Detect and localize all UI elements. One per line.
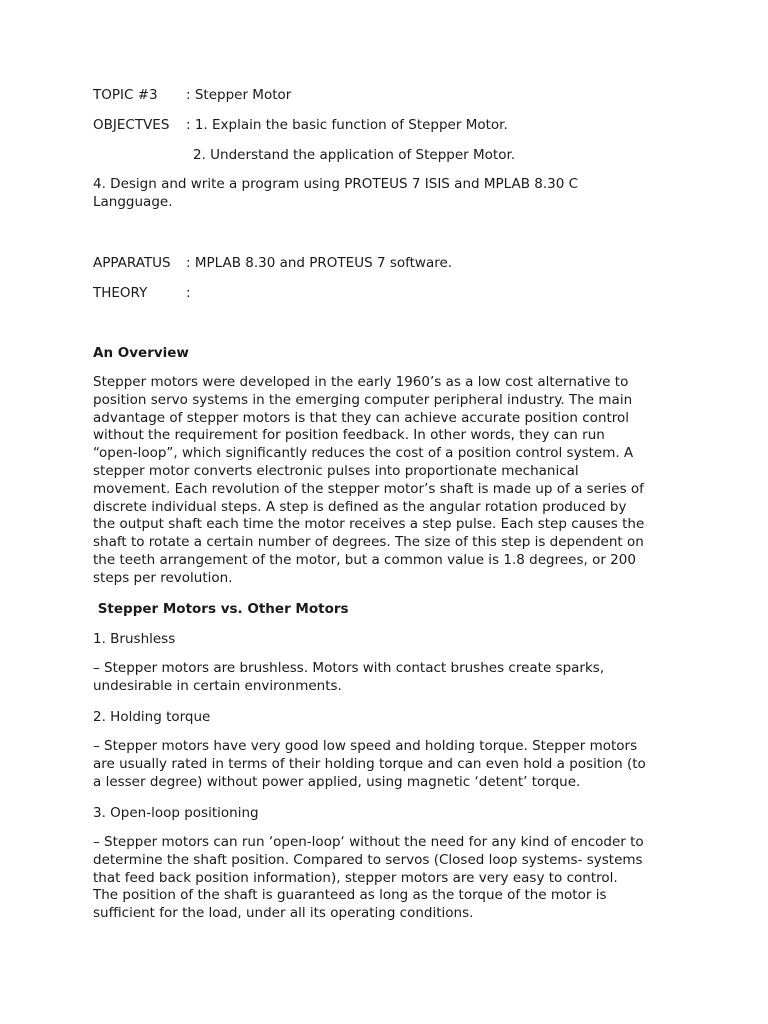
item-title-open-loop: 3. Open-loop positioning [93, 805, 259, 821]
apparatus-value: : MPLAB 8.30 and PROTEUS 7 software. [186, 255, 453, 271]
overview-line: advantage of stepper motors is that they can achieve accurate position control [93, 409, 630, 426]
item-line: – Stepper motors have very good low speed and holding torque. Stepper motors [93, 738, 638, 754]
overview-line: position servo systems in the emerging computer peripheral industry. The main [93, 391, 633, 408]
item-title-brushless: 1. Brushless [93, 631, 176, 647]
overview-line: steps per revolution. [93, 569, 233, 586]
item-line: are usually rated in terms of their holding torque and can even hold a position (to [93, 755, 646, 772]
objective-4 [93, 176, 683, 212]
objective-4-line: Langguage. [93, 193, 173, 210]
objective-4-line: 4. Design and write a program using PROTEUS 7 ISIS and MPLAB 8.30 C [93, 176, 579, 192]
overview-line: Stepper motors were developed in the early 1960’s as a low cost alternative to [93, 374, 629, 390]
objective-1: : 1. Explain the basic function of Stepper Motor. [186, 117, 508, 133]
item-line: undesirable in certain environments. [93, 677, 342, 694]
overview-heading: An Overview [93, 345, 189, 361]
comparison-heading: Stepper Motors vs. Other Motors [93, 601, 349, 617]
theory-line [93, 284, 191, 302]
overview-line: shaft to rotate a certain number of degrees. The size of this step is dependent on [93, 534, 644, 551]
topic-value: : Stepper Motor [186, 87, 292, 103]
theory-value: : [186, 285, 191, 301]
overview-line: without the requirement for position feedback. In other words, they can run [93, 427, 605, 444]
item-line: that feed back position information), stepper motors are very easy to control. [93, 869, 618, 886]
item-body-holding-torque [93, 738, 683, 791]
item-line: sufficient for the load, under all its operating conditions. [93, 905, 474, 922]
overview-paragraph [93, 374, 683, 588]
objectives-label: OBJECTVES [93, 117, 170, 133]
overview-line: “open-loop”, which significantly reduces the cost of a position control system. A [93, 445, 634, 462]
item-line: – Stepper motors are brushless. Motors with contact brushes create sparks, [93, 660, 605, 676]
topic-label: TOPIC #3 [93, 87, 158, 103]
item-body-brushless [93, 660, 683, 696]
item-line: a lesser degree) without power applied, using magnetic ‘detent’ torque. [93, 773, 581, 790]
theory-label: THEORY [93, 285, 148, 301]
item-title-holding-torque: 2. Holding torque [93, 709, 211, 725]
overview-line: movement. Each revolution of the stepper motor’s shaft is made up of a series of [93, 480, 644, 497]
item-body-open-loop [93, 834, 683, 923]
overview-line: stepper motor converts electronic pulses into proportionate mechanical [93, 462, 579, 479]
item-line: – Stepper motors can run ‘open-loop‘ without the need for any kind of encoder to [93, 834, 644, 850]
topic-line [93, 86, 291, 104]
objective-2: 2. Understand the application of Stepper Motor. [193, 147, 516, 163]
apparatus-line [93, 254, 452, 272]
objectives-line [93, 116, 508, 134]
overview-line: discrete individual steps. A step is defined as the angular rotation produced by [93, 498, 627, 515]
item-line: determine the shaft position. Compared to servos (Closed loop systems- systems [93, 851, 643, 868]
item-line: The position of the shaft is guaranteed as long as the torque of the motor is [93, 887, 607, 904]
apparatus-label: APPARATUS [93, 255, 171, 271]
overview-line: the output shaft each time the motor receives a step pulse. Each step causes the [93, 516, 645, 533]
overview-line: the teeth arrangement of the motor, but a common value is 1.8 degrees, or 200 [93, 551, 636, 568]
